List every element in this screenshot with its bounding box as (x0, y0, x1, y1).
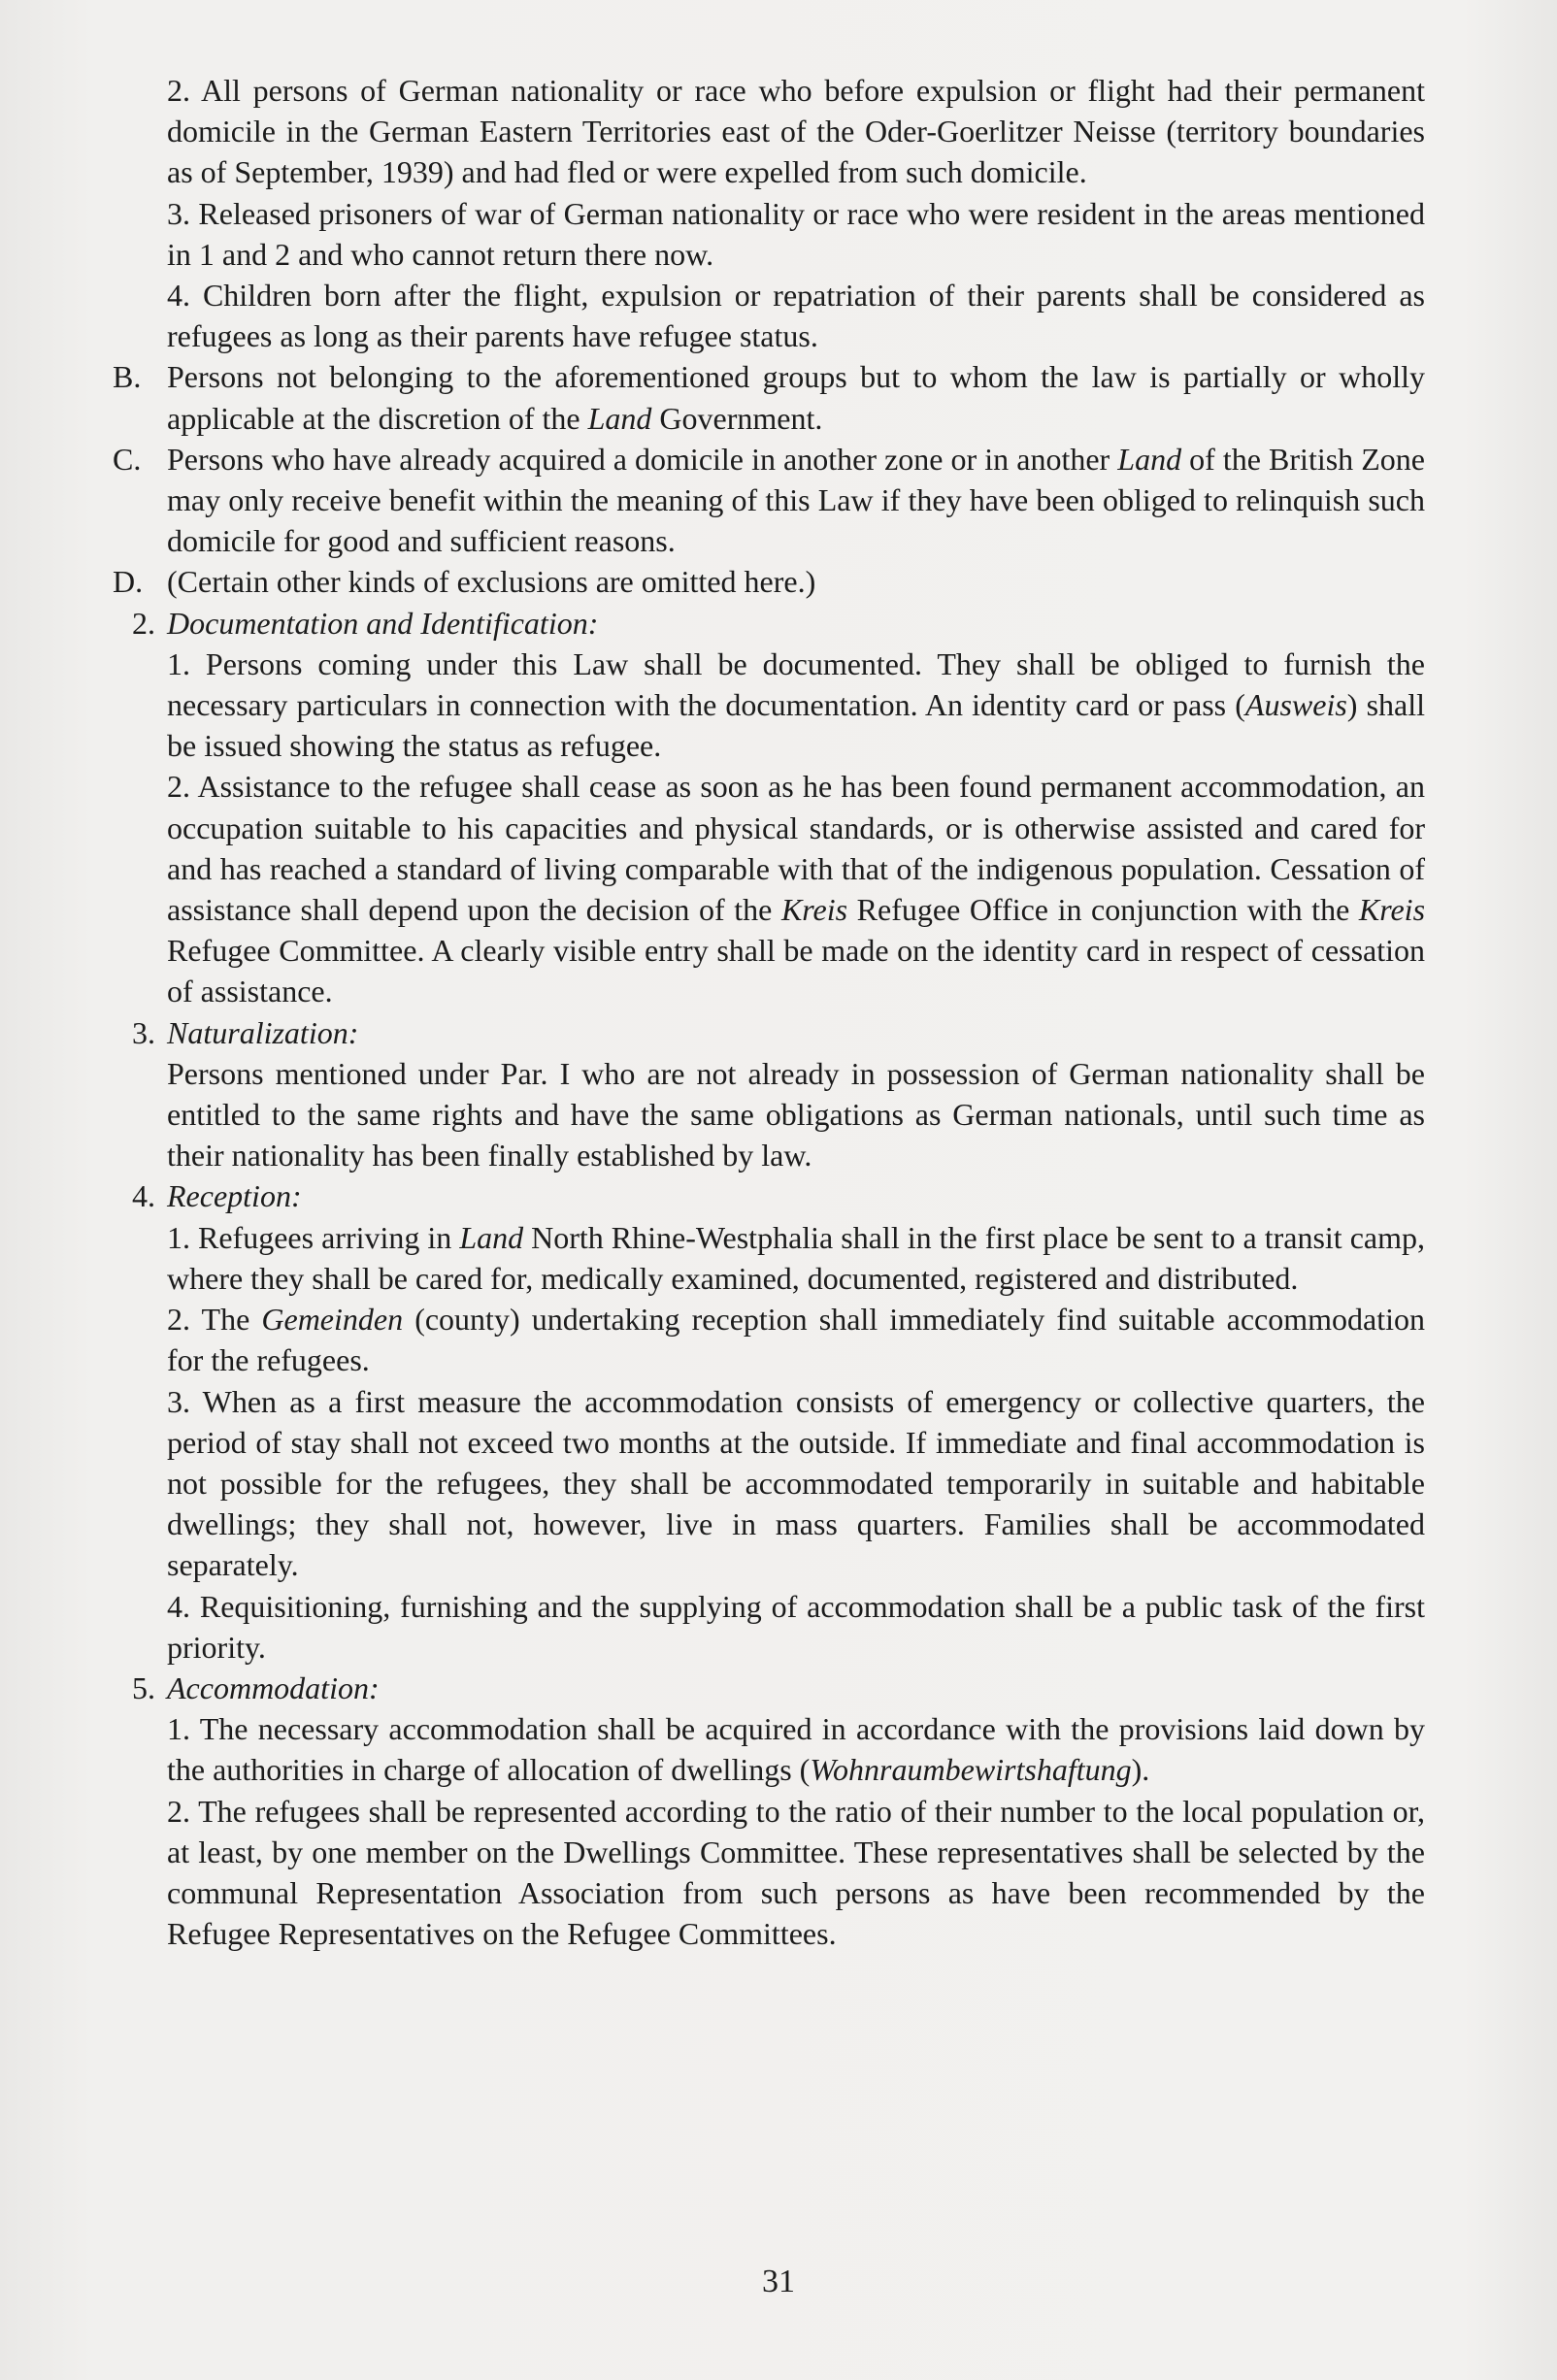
section-5-p1-wohnraum: Wohnraumbewirtshaftung (810, 1752, 1132, 1788)
section-4-heading (132, 1175, 1425, 1216)
section-4-p2-text-a: 2. The (167, 1302, 262, 1338)
section-2-number: 2. (132, 605, 155, 641)
paragraph-d (113, 561, 1425, 602)
section-5-paragraph-1 (167, 1708, 1425, 1790)
section-4-p2-gemeinden: Gemeinden (261, 1302, 404, 1338)
paragraph-a4: 4. Children born after the flight, expulsion or repatriation of their parents shall be considered as refugees as long as their parents have refugee status. (167, 278, 1425, 354)
section-5-heading (132, 1668, 1425, 1708)
section-4-paragraph-4: 4. Requisitioning, furnishing and the supplying of accommodation shall be a public task of the first priority. (167, 1588, 1425, 1665)
paragraph-d-text: (Certain other kinds of exclusions are omitted here.) (167, 564, 816, 600)
paragraph-c-text2: of the British Zone may only receive benefit within the meaning of this Law if they have been obliged to relinquish such domicile for good and sufficient reasons. (167, 441, 1426, 559)
section-4-p1-land: Land (459, 1219, 524, 1255)
section-2-p2-kreis-1: Kreis (780, 892, 848, 928)
section-2-p2-text-b: Refugee Office in conjunction with the (847, 892, 1359, 928)
page-text-column (113, 70, 1426, 1954)
section-5-paragraph-2: 2. The refugees shall be represented according to the ratio of their number to the local population or, at least, by one member on the Dwellings Committee. These representatives shall be selected by the communal Representation Association from such persons as have been recommended by the Refugee Representatives on the Refugee Committees. (167, 1793, 1425, 1952)
paragraph-d-marker: D. (113, 564, 144, 600)
section-4-p2-text-b: (county) undertaking reception shall immediately find suitable accommodation for the refugees. (167, 1302, 1426, 1378)
section-3-heading (132, 1012, 1425, 1053)
paragraph-b (113, 356, 1425, 438)
section-2-p1-ausweis: Ausweis (1244, 687, 1347, 723)
paragraph-b-text2: Government. (651, 400, 823, 436)
paragraph-c-text1: Persons who have already acquired a domicile in another zone or in another (167, 441, 1118, 477)
section-3-title: Naturalization: (167, 1014, 359, 1050)
paragraph-b-text1: Persons not belonging to the aforementioned groups but to whom the law is partially or wholly applicable at the discretion of the (167, 359, 1425, 436)
section-4-paragraph-2 (167, 1299, 1425, 1380)
paragraph-c-land: Land (1117, 441, 1182, 477)
section-4-number: 4. (132, 1178, 155, 1214)
page-number: 31 (762, 2264, 795, 2299)
paragraph-c (113, 439, 1426, 562)
section-2-p2-text-c: Refugee Committee. A clearly visible entry shall be made on the identity card in respect of cessation of assistance. (167, 933, 1425, 1009)
section-5-p1-text-a: 1. The necessary accommodation shall be acquired in accordance with the provisions laid down by the authorities in charge of allocation of dwellings ( (167, 1711, 1425, 1788)
section-2-heading (132, 603, 1425, 644)
section-4-title: Reception: (167, 1178, 302, 1214)
section-2-paragraph-2 (167, 766, 1425, 1011)
section-2-p2-text-a: 2. Assistance to the refugee shall cease as soon as he has been found permanent accommodation, an occupation suitable to his capacities and physical standards, or is otherwise assisted and cared for and has reached a standard of living comparable with that of the indigenous population. Cessation of assistance shall depend upon the decision of the (167, 769, 1425, 928)
paragraph-b-land: Land (587, 400, 652, 436)
section-5-title: Accommodation: (167, 1669, 380, 1705)
section-5-number: 5. (132, 1669, 155, 1705)
paragraph-c-marker: C. (113, 441, 142, 477)
section-2-paragraph-1 (167, 644, 1425, 767)
section-2-p1-text-b: ) shall be issued showing the status as refugee. (167, 687, 1426, 764)
section-3-paragraph: Persons mentioned under Par. I who are not already in possession of German nationality shall be entitled to the same rights and have the same obligations as German nationals, until such time as their nationality has been finally established by law. (167, 1055, 1425, 1173)
paragraph-b-marker: B. (113, 359, 142, 395)
section-3-number: 3. (132, 1014, 155, 1050)
section-2-p2-kreis-2: Kreis (1358, 892, 1426, 928)
paragraph-a2: 2. All persons of German nationality or race who before expulsion or flight had their permanent domicile in the German Eastern Territories east of the Oder-Goerlitzer Neisse (territory boundaries as of September, 1939) and had fled or were expelled from such domicile. (167, 73, 1425, 190)
section-2-title: Documentation and Identification: (167, 605, 599, 641)
paragraph-a3: 3. Released prisoners of war of German nationality or race who were resident in the areas mentioned in 1 and 2 and who cannot return there now. (167, 195, 1425, 272)
section-4-p1-text-a: 1. Refugees arriving in (167, 1219, 460, 1255)
section-5-p1-text-b: ). (1131, 1752, 1150, 1788)
section-4-paragraph-3: 3. When as a first measure the accommodation consists of emergency or collective quarters, the period of stay shall not exceed two months at the outside. If immediate and final accommodation is not possible for the refugees, they shall be accommodated temporarily in suitable and habitable dwellings; they shall not, however, live in mass quarters. Families shall be accommodated separately. (167, 1383, 1425, 1583)
section-4-p1-text-b: North Rhine-Westphalia shall in the first place be sent to a transit camp, where they shall be cared for, medically examined, documented, registered and distributed. (167, 1219, 1426, 1296)
section-2-p1-text-a: 1. Persons coming under this Law shall be documented. They shall be obliged to furnish the necessary particulars in connection with the documentation. An identity card or pass ( (167, 645, 1425, 723)
section-4-paragraph-1 (167, 1217, 1425, 1299)
